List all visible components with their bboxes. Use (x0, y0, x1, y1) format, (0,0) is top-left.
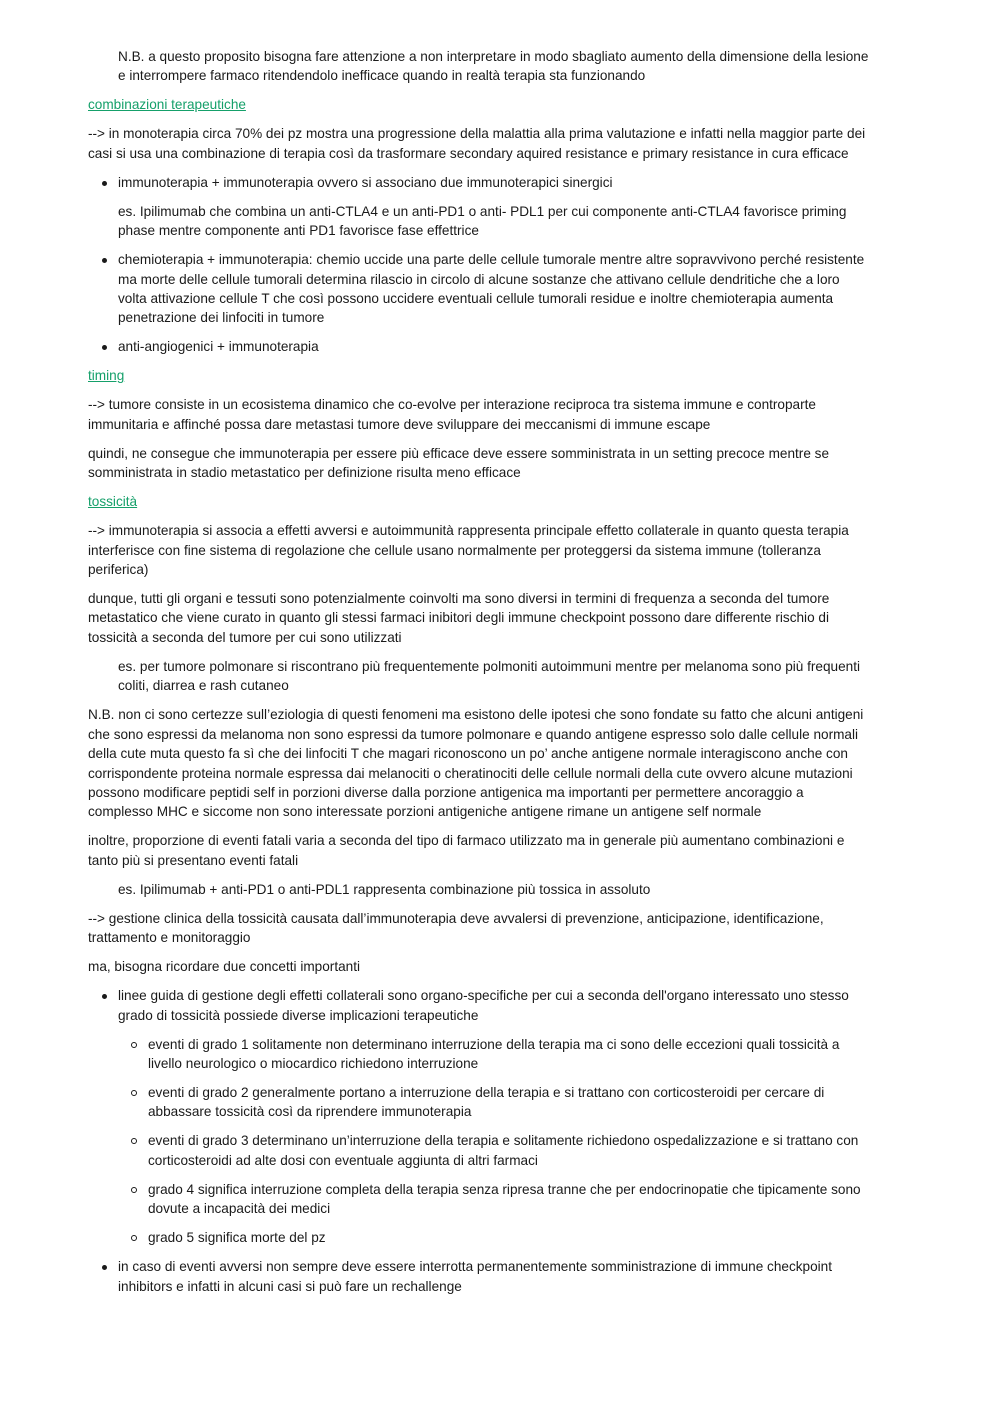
list-item (88, 337, 870, 356)
circle-bullet-icon (131, 1138, 137, 1144)
list-item (88, 1257, 870, 1296)
combinazioni-list (88, 173, 870, 357)
grade-item-text: grado 5 significa morte del pz (148, 1230, 326, 1246)
grade-item (118, 1180, 870, 1219)
tossicita-list (88, 986, 870, 1296)
circle-bullet-icon (131, 1187, 137, 1193)
tossicita-example-2: es. Ipilimumab + anti-PD1 o anti-PDL1 rappresenta combinazione più tossica in assoluto (118, 881, 651, 897)
combinazioni-intro: --> in monoterapia circa 70% dei pz mostra una progressione della malattia alla prima valutazione e infatti nella maggior parte dei casi si usa una combinazione di terapia così da trasformare secondary aquired resistance e primary resistance in cura efficace (88, 126, 866, 161)
list-item (88, 250, 870, 328)
grade-item (118, 1083, 870, 1122)
combinazioni-link[interactable]: combinazioni terapeutiche (88, 97, 246, 113)
bullet-icon (102, 258, 107, 263)
grade-item (118, 1035, 870, 1074)
timing-paragraph-1: --> tumore consiste in un ecosistema dinamico che co-evolve per interazione reciproca tra sistema immune e controparte immunitaria e affinché possa dare metastasi tumore deve sviluppare dei meccanismi di immune escape (88, 397, 816, 432)
grade-item (118, 1228, 870, 1247)
tossicita-paragraph-1: --> immunoterapia si associa a effetti avversi e autoimmunità rappresenta principale effetto collaterale in quanto questa terapia interferisce con fine sistema di regolazione che cellule usano normalmente per proteggersi da sistema immune (tolleranza periferica) (88, 523, 849, 578)
list-item-text: linee guida di gestione degli effetti collaterali sono organo-specifiche per cui a seconda dell'organo interessato uno stesso grado di tossicità possiede diverse implicazioni terapeutiche (118, 988, 849, 1023)
grade-item-text: eventi di grado 3 determinano un’interruzione della terapia e solitamente richiedono ospedalizzazione e si trattano con corticosteroidi ad alte dosi con eventuale aggiunta di altri farmaci (148, 1133, 859, 1168)
grade-item (118, 1131, 870, 1170)
tossicita-paragraph-3: inoltre, proporzione di eventi fatali varia a seconda del tipo di farmaco utilizzato ma in generale più aumentano combinazioni e tanto più si presentano eventi fatali (88, 833, 845, 868)
timing-paragraph-2: quindi, ne consegue che immunoterapia per essere più efficace deve essere somministrata in un setting precoce mentre se somministrata in stadio metastatico per definizione risulta meno efficace (88, 445, 830, 481)
circle-bullet-icon (131, 1042, 137, 1048)
timing-link[interactable]: timing (88, 368, 125, 384)
list-item-text: in caso di eventi avversi non sempre deve essere interrotta permanentemente somministrazione di immune checkpoint inhibitors e infatti in alcuni casi si può fare un rechallenge (118, 1259, 833, 1294)
grade-item-text: grado 4 significa interruzione completa della terapia senza ripresa tranne che per endocrinopatie che tipicamente sono dovute a incapacità dei medici (148, 1181, 861, 1217)
list-item (88, 173, 870, 241)
tossicita-paragraph-2: dunque, tutti gli organi e tessuti sono potenzialmente coinvolti ma sono diversi in termini di frequenza a seconda del tumore metastatico che viene curato in quanto gli stessi farmaci inibitori degli immune checkpoint possono dare differente rischio di tossicità a seconda del tumore per cui sono utilizzati (88, 591, 830, 645)
bullet-icon (102, 181, 107, 186)
list-item-text: immunoterapia + immunoterapia ovvero si associano due immunoterapici sinergici (118, 174, 613, 190)
section-heading-timing[interactable] (88, 366, 870, 385)
list-item-text: anti-angiogenici + immunoterapia (118, 339, 319, 355)
grade-item-text: eventi di grado 2 generalmente portano a interruzione della terapia e si trattano con corticosteroidi per cercare di abbassare tossicità così da riprendere immunoterapia (148, 1084, 825, 1120)
list-item-text: chemioterapia + immunoterapia: chemio uccide una parte delle cellule tumorale mentre altre sopravvivono perché resistente ma morte delle cellule tumorali determina rilascio in circolo di alcune sostanze che attivano cellule dendritiche che a loro volta attivazione cellule T che così possono uccidere eventuali cellule tumorali residue e inoltre chemioterapia aumenta penetrazione dei linfociti in tumore (118, 252, 865, 326)
circle-bullet-icon (131, 1235, 137, 1241)
bullet-icon (102, 345, 107, 350)
tossicita-paragraph-5: ma, bisogna ricordare due concetti importanti (88, 959, 361, 975)
bullet-icon (102, 994, 107, 999)
list-item (88, 986, 870, 1247)
bullet-icon (102, 1265, 107, 1270)
tossicita-paragraph-4: --> gestione clinica della tossicità causata dall’immunoterapia deve avvalersi di prevenzione, anticipazione, identificazione, trattamento e monitoraggio (88, 910, 824, 946)
combinazioni-example: es. Ipilimumab che combina un anti-CTLA4 e un anti-PD1 o anti- PDL1 per cui componente anti-CTLA4 favorisce priming phase mentre componente anti PD1 favorisce fase effettrice (118, 203, 847, 239)
circle-bullet-icon (131, 1090, 137, 1096)
tossicita-example-1: es. per tumore polmonare si riscontrano più frequentemente polmoniti autoimmuni mentre per melanoma sono più frequenti coliti, diarrea e rash cutaneo (118, 658, 861, 694)
tossicita-link[interactable]: tossicità (88, 494, 138, 510)
section-heading-tossicita[interactable] (88, 492, 870, 511)
section-heading-combinazioni[interactable] (88, 95, 870, 114)
grades-list (118, 1035, 870, 1248)
intro-note: N.B. a questo proposito bisogna fare attenzione a non interpretare in modo sbagliato aumento della dimensione della lesione e interrompere farmaco ritendendolo inefficace quando in realtà terapia sta funzionando (118, 49, 869, 84)
grade-item-text: eventi di grado 1 solitamente non determinano interruzione della terapia ma ci sono delle eccezioni quali tossicità a livello neurologico o miocardico richiedono interruzione (148, 1036, 840, 1071)
tossicita-nb: N.B. non ci sono certezze sull’eziologia di questi fenomeni ma esistono delle ipotesi che sono fondate su fatto che alcuni antigeni che sono espressi da melanoma non sono espressi da tumore polmonare e quando antigene espresso solo dalle cellule normali della cute muta questo fa sì che dei linfociti T che magari riconoscono un po’ anche antigene normale interagiscono anche con corrispondente proteina normale espressa dai melanociti o cheratinociti delle cellule normali della cute ovvero alcune mutazioni possono modificare peptidi self in porzioni diverse dalla porzione antigenica ma importanti per permettere ancoraggio a complesso MHC e siccome non sono interessate porzioni antigeniche antigene rimane un antigene self normale (88, 707, 864, 820)
